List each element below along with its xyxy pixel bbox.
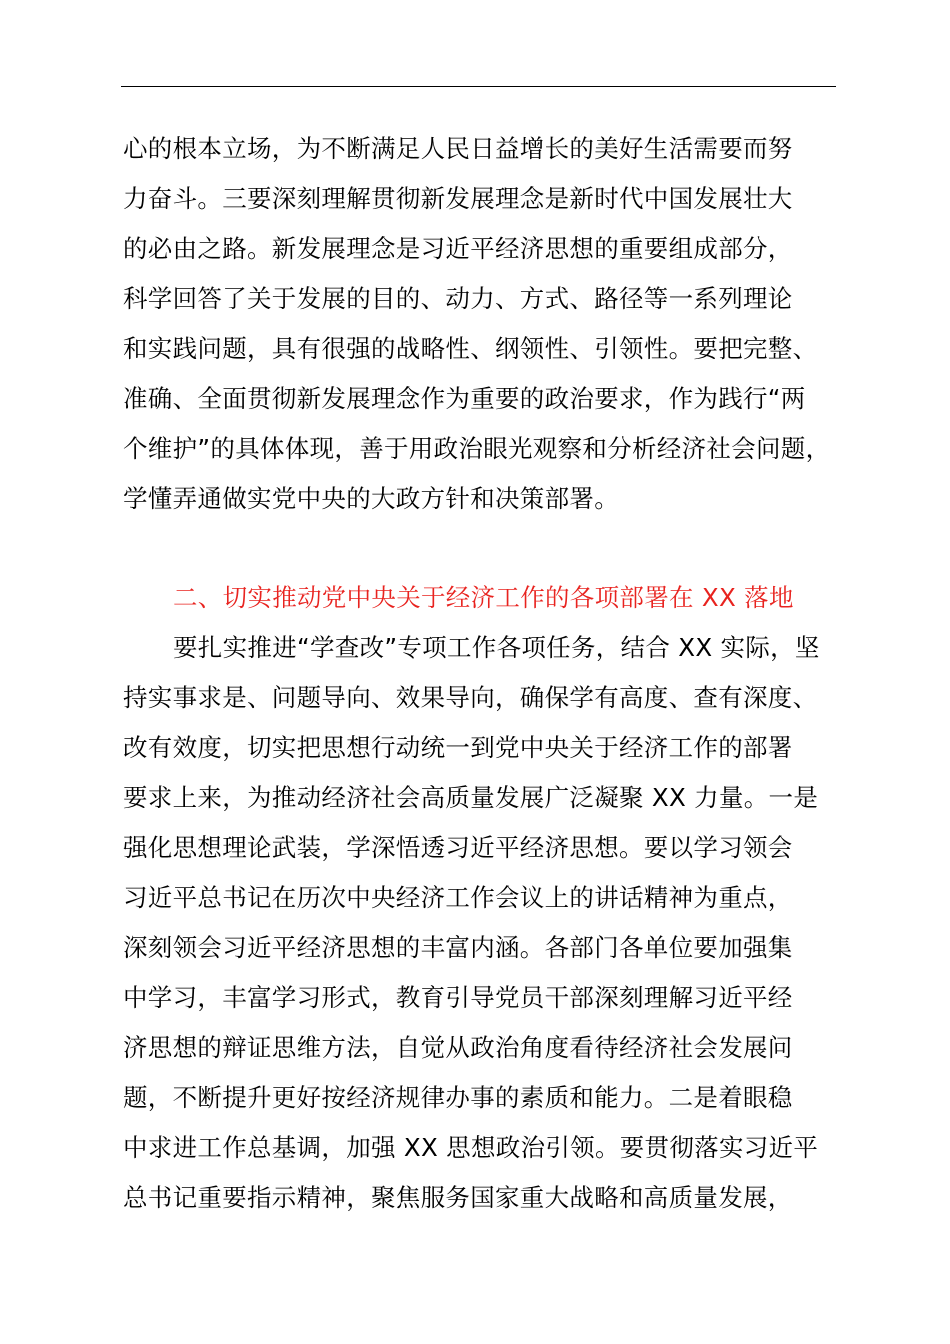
text-line: 深刻领会习近平经济思想的丰富内涵。各部门各单位要加强集 <box>123 933 793 962</box>
text-line: 要扎实推进“学查改”专项工作各项任务，结合 XX 实际，坚 <box>173 633 820 662</box>
text-line: 中求进工作总基调，加强 XX 思想政治引领。要贯彻落实习近平 <box>123 1133 819 1162</box>
text-line: 改有效度，切实把思想行动统一到党中央关于经济工作的部署 <box>123 733 793 762</box>
text-line: 题，不断提升更好按经济规律办事的素质和能力。二是着眼稳 <box>123 1083 793 1112</box>
text-line: 要求上来，为推动经济社会高质量发展广泛凝聚 XX 力量。一是 <box>123 783 819 812</box>
text-line: 习近平总书记在历次中央经济工作会议上的讲话精神为重点， <box>123 883 793 912</box>
section-heading: 二、切实推动党中央关于经济工作的各项部署在 XX 落地 <box>173 583 794 612</box>
text-line: 个维护”的具体体现，善于用政治眼光观察和分析经济社会问题， <box>123 434 831 463</box>
text-line: 强化思想理论武装，学深悟透习近平经济思想。要以学习领会 <box>123 833 793 862</box>
text-line: 心的根本立场，为不断满足人民日益增长的美好生活需要而努 <box>123 134 793 163</box>
text-line: 和实践问题，具有很强的战略性、纲领性、引领性。要把完整、 <box>123 334 818 363</box>
text-line: 学懂弄通做实党中央的大政方针和决策部署。 <box>123 484 619 513</box>
text-line: 持实事求是、问题导向、效果导向，确保学有高度、查有深度、 <box>123 683 818 712</box>
text-line: 济思想的辩证思维方法，自觉从政治角度看待经济社会发展问 <box>123 1033 793 1062</box>
text-line: 总书记重要指示精神，聚焦服务国家重大战略和高质量发展， <box>123 1183 793 1212</box>
header-rule <box>121 86 836 87</box>
text-line: 准确、全面贯彻新发展理念作为重要的政治要求，作为践行“两 <box>123 384 806 413</box>
text-line: 科学回答了关于发展的目的、动力、方式、路径等一系列理论 <box>123 284 793 313</box>
text-line: 中学习，丰富学习形式，教育引导党员干部深刻理解习近平经 <box>123 983 793 1012</box>
text-line: 的必由之路。新发展理念是习近平经济思想的重要组成部分， <box>123 234 793 263</box>
text-line: 力奋斗。三要深刻理解贯彻新发展理念是新时代中国发展壮大 <box>123 184 793 213</box>
